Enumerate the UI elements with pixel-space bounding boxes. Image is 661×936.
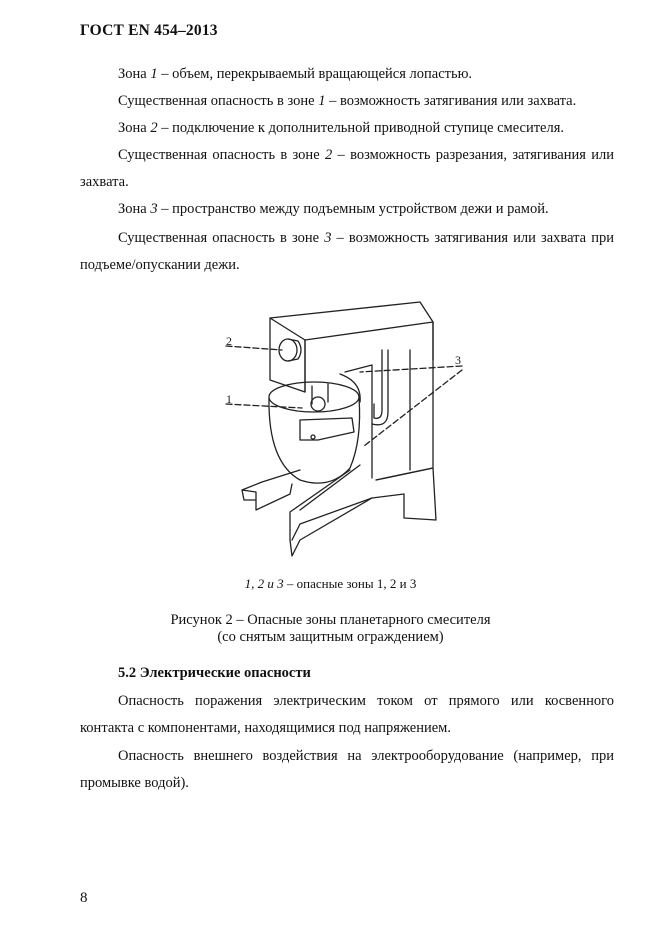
zone-number: 2 [324, 147, 333, 163]
planetary-mixer-drawing [218, 298, 478, 563]
zone-paragraph-5 [80, 196, 614, 223]
callout-3: 3 [455, 353, 461, 367]
zone-paragraph-1 [80, 61, 614, 88]
text-segment: – подключение к дополнительной приводной ступице смесителя. [157, 120, 565, 136]
zone-paragraph-4 [80, 142, 614, 196]
text-segment: Зона [118, 120, 151, 136]
text-segment: Зона [118, 201, 151, 217]
legend-text: – опасные зоны 1, 2 и 3 [283, 576, 417, 591]
text-segment: Существенная опасность в зоне [118, 93, 319, 109]
page-header: ГОСТ EN 454–2013 [80, 22, 218, 39]
callout-leader-3 [360, 366, 462, 372]
callout-leader-1 [226, 404, 302, 408]
callout-2: 2 [226, 334, 232, 348]
text-segment: – возможность разрезания, затягивания или захвата. [80, 147, 614, 190]
zone-number: 3 [150, 201, 158, 217]
base-leg-left [242, 470, 300, 510]
callout-leader-3b [364, 370, 462, 446]
mixer-head [270, 302, 433, 340]
text-segment: Существенная опасность в зоне [118, 147, 325, 163]
legend-zones: 1, 2 и 3 [244, 576, 284, 591]
zone-number: 1 [150, 66, 158, 82]
zone-number: 3 [324, 230, 332, 246]
lift-hook [372, 350, 388, 425]
text-segment: Существенная опасность в зоне [118, 230, 325, 246]
callout-leader-2 [226, 346, 282, 350]
zone-paragraph-2 [80, 88, 614, 115]
text-segment: – пространство между подъемным устройством дежи и рамой. [157, 201, 549, 217]
caption-line-1: Рисунок 2 – Опасные зоны планетарного смесителя [170, 612, 491, 628]
beater [300, 418, 354, 440]
caption-line-2: (со снятым защитным ограждением) [217, 629, 444, 645]
drive-shaft [312, 384, 328, 404]
zone-number: 2 [150, 120, 158, 136]
figure-legend [0, 576, 661, 592]
section-paragraph-1: Опасность поражения электрическим током от прямого или косвенного контакта с компонентами, находящимися под напряжением. [80, 693, 614, 736]
zone-paragraph-6 [80, 225, 614, 279]
text-segment: – объем, перекрываемый вращающейся лопастью. [157, 66, 473, 82]
zone-number: 1 [318, 93, 326, 109]
zone-paragraph-3 [80, 115, 614, 142]
text-segment: Зона [118, 66, 151, 82]
callout-1: 1 [226, 392, 232, 406]
figure-caption [0, 612, 661, 646]
page-number: 8 [80, 890, 88, 906]
section-heading: 5.2 Электрические опасности [118, 665, 311, 681]
text-segment: – возможность затягивания или захвата. [325, 93, 577, 109]
mixer-base [290, 468, 436, 556]
text-segment: – возможность затягивания или захвата при подъеме/опускании дежи. [80, 230, 614, 273]
section-paragraph-2: Опасность внешнего воздействия на электрооборудование (например, при промывке водой). [80, 748, 614, 791]
